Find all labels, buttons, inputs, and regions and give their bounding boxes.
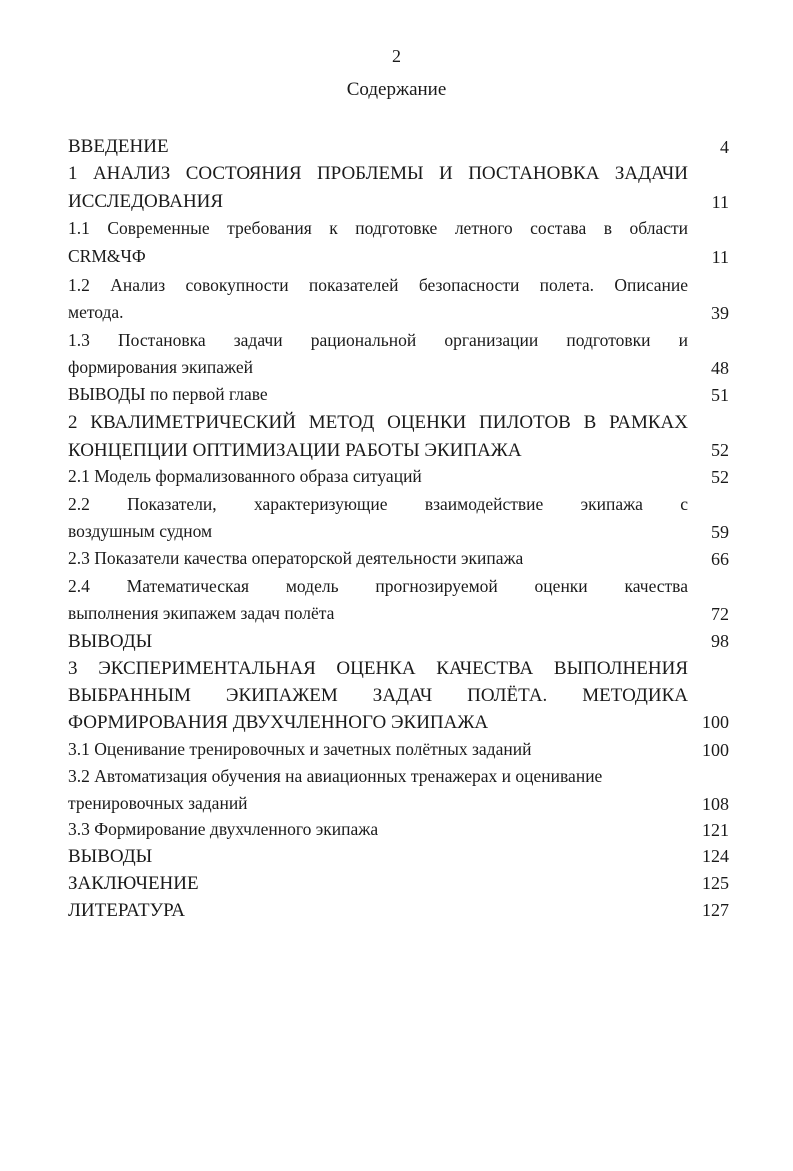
toc-entry-title-cont: ИССЛЕДОВАНИЯ — [68, 191, 224, 212]
toc-entry-title: 1.3 Постановка задачи рациональной организации подготовки и — [68, 330, 688, 350]
toc-entry-page: 125 — [702, 873, 729, 893]
toc-entry-title-cont: формирования экипажей — [68, 357, 253, 377]
toc-entry-title: 3.2 Автоматизация обучения на авиационных тренажерах и оценивание — [68, 766, 603, 786]
toc-entry-title: 2.3 Показатели качества операторской деятельности экипажа — [68, 548, 524, 568]
toc-entry-page: 124 — [702, 846, 729, 866]
toc-entry-title-cont: CRM&ЧФ — [68, 246, 146, 266]
toc-entry-title: 2 КВАЛИМЕТРИЧЕСКИЙ МЕТОД ОЦЕНКИ ПИЛОТОВ В РАМКАХ — [68, 412, 688, 433]
toc-entry-page: 51 — [711, 385, 729, 405]
toc-entry-page: 52 — [711, 440, 729, 460]
toc-entry-title-cont: воздушным судном — [68, 521, 213, 541]
toc-entry-page: 98 — [711, 631, 729, 651]
page-number: 2 — [392, 46, 401, 66]
toc-entry-title: 3.1 Оценивание тренировочных и зачетных полётных заданий — [68, 739, 532, 759]
toc-entry-page: 11 — [711, 247, 729, 267]
toc-entry-page: 52 — [711, 467, 729, 487]
toc-entry-page: 108 — [702, 794, 729, 814]
toc-entry-page: 100 — [702, 712, 729, 732]
toc-entry-title: ЗАКЛЮЧЕНИЕ — [68, 873, 199, 894]
toc-entry-title: ЛИТЕРАТУРА — [68, 900, 185, 921]
toc-entry-title: 1.2 Анализ совокупности показателей безопасности полета. Описание — [68, 275, 688, 295]
toc-entry-title-cont: метода. — [68, 302, 124, 322]
toc-entry-title: ВЫВОДЫ по первой главе — [68, 384, 268, 404]
toc-entry-page: 59 — [711, 522, 729, 542]
toc-entry-title: 3.3 Формирование двухчленного экипажа — [68, 819, 379, 839]
toc-entry-title: 2.4 Математическая модель прогнозируемой оценки качества — [68, 576, 688, 596]
toc-entry-page: 72 — [711, 604, 729, 624]
toc-entry-title: ВВЕДЕНИЕ — [68, 136, 169, 157]
toc-entry-title-cont: ВЫБРАННЫМ ЭКИПАЖЕМ ЗАДАЧ ПОЛЁТА. МЕТОДИКА — [68, 685, 688, 706]
toc-title: Содержание — [346, 79, 447, 100]
toc-entry-page: 4 — [720, 137, 729, 157]
toc-entry-title-cont: ФОРМИРОВАНИЯ ДВУХЧЛЕННОГО ЭКИПАЖА — [68, 712, 489, 733]
toc-entry-page: 11 — [711, 192, 729, 212]
toc-entry-page: 48 — [711, 358, 729, 378]
toc-entry-title-cont: выполнения экипажем задач полёта — [68, 603, 335, 623]
toc-entry-title-cont: тренировочных заданий — [68, 793, 248, 813]
toc-entry-page: 121 — [702, 820, 729, 840]
toc-entry-title: ВЫВОДЫ — [68, 846, 153, 867]
toc-entry-page: 39 — [711, 303, 729, 323]
toc-entry-title-cont: КОНЦЕПЦИИ ОПТИМИЗАЦИИ РАБОТЫ ЭКИПАЖА — [68, 440, 522, 461]
toc-entry-page: 100 — [702, 740, 729, 760]
toc-entry-title: 3 ЭКСПЕРИМЕНТАЛЬНАЯ ОЦЕНКА КАЧЕСТВА ВЫПОЛНЕНИЯ — [68, 658, 688, 679]
toc-entry-page: 66 — [711, 549, 729, 569]
toc-entry-title: 2.1 Модель формализованного образа ситуаций — [68, 466, 422, 486]
toc-entry-page: 127 — [702, 900, 729, 920]
toc-entry-title: 1.1 Современные требования к подготовке летного состава в области — [68, 218, 688, 238]
toc-entry-title: 2.2 Показатели, характеризующие взаимодействие экипажа с — [68, 494, 688, 514]
toc-entry-title: 1 АНАЛИЗ СОСТОЯНИЯ ПРОБЛЕМЫ И ПОСТАНОВКА ЗАДАЧИ — [68, 163, 688, 184]
toc-entry-title: ВЫВОДЫ — [68, 631, 153, 652]
